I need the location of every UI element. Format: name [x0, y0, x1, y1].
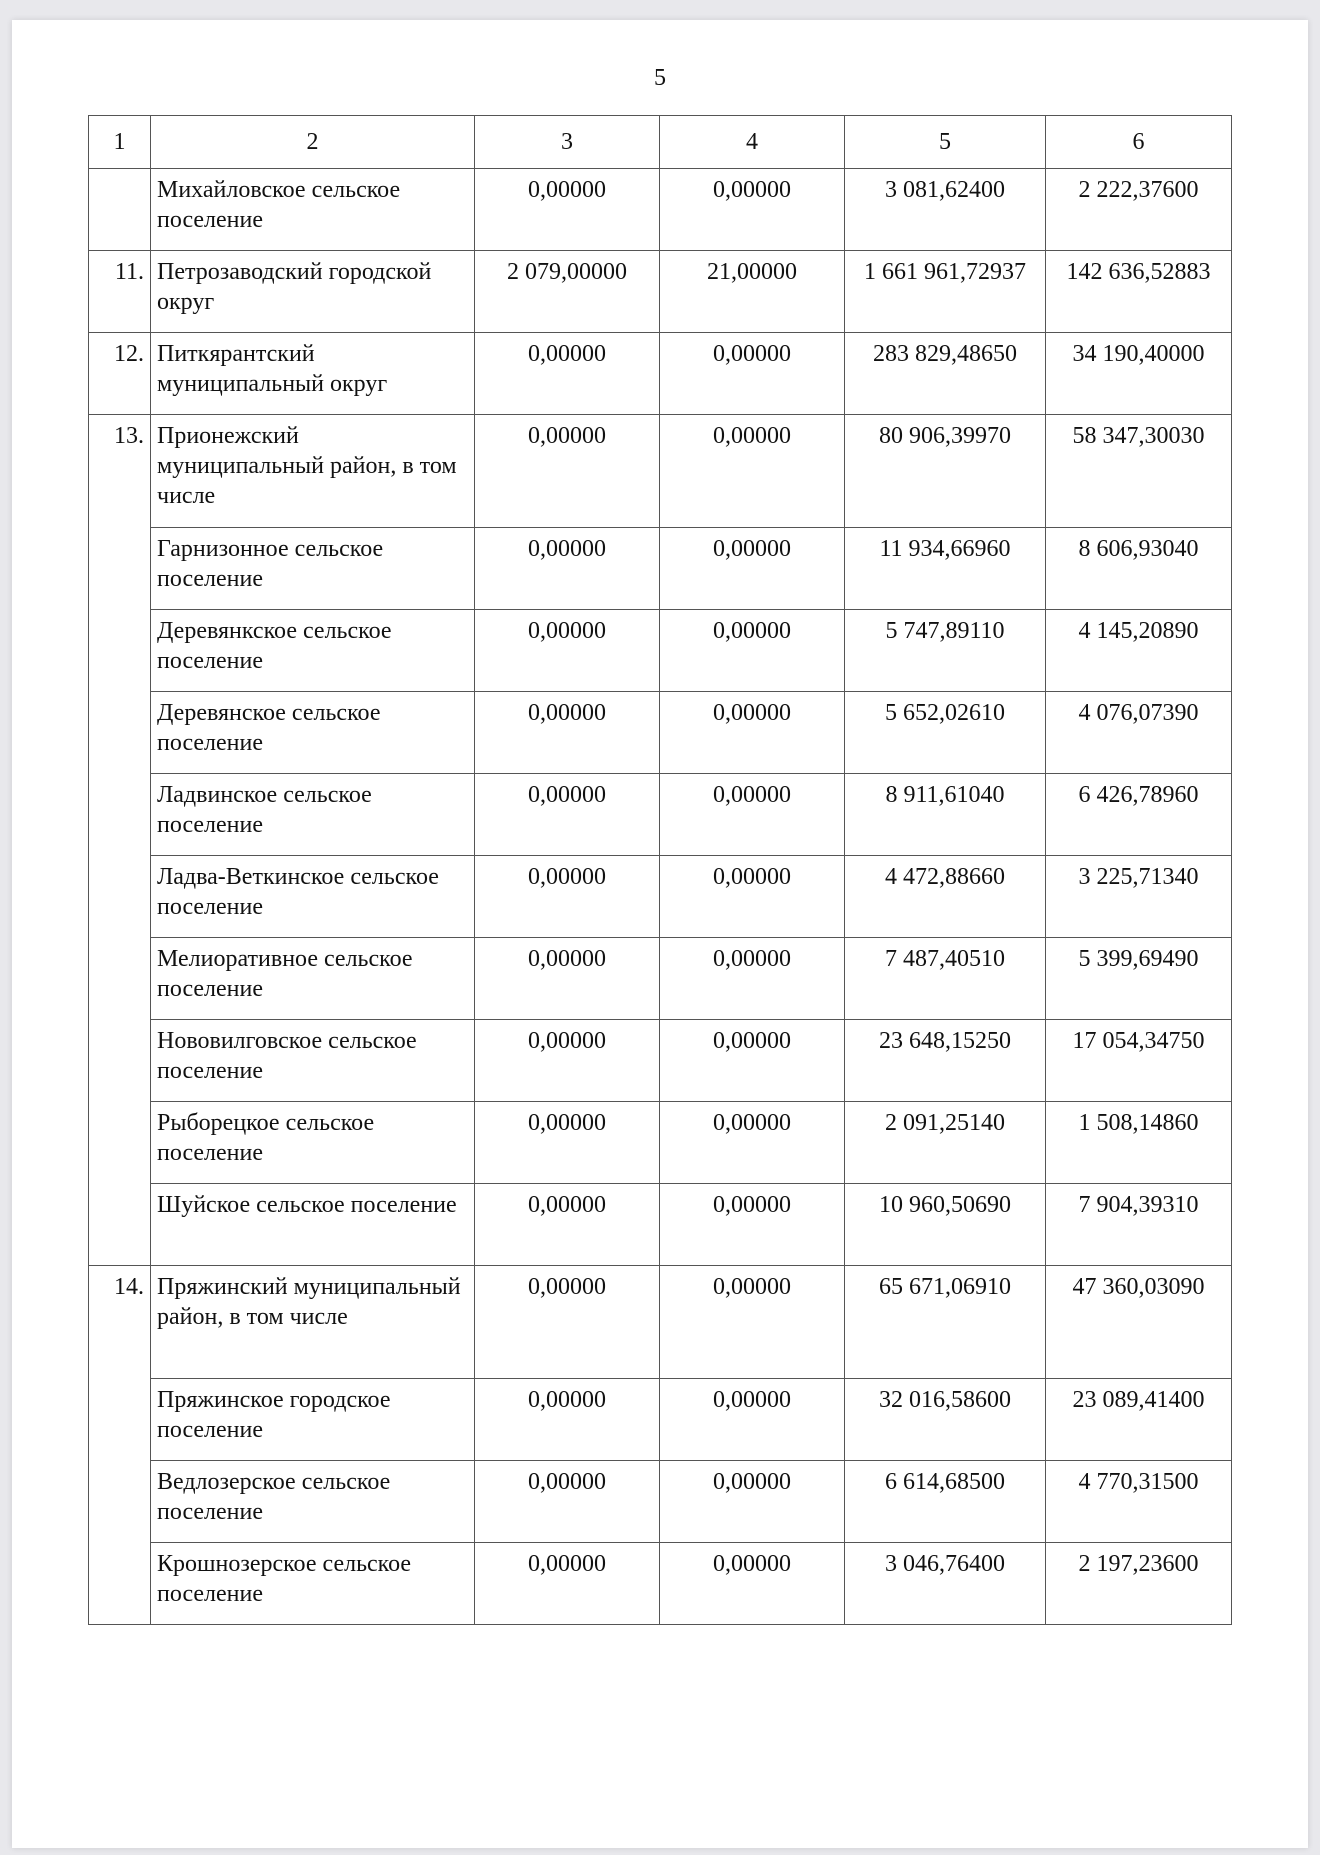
- table-row: [89, 692, 1232, 774]
- value-col-4: 0,00000: [660, 1461, 845, 1543]
- value-col-4: 0,00000: [660, 610, 845, 692]
- value-col-5: 10 960,50690: [845, 1184, 1046, 1266]
- value-col-3: 0,00000: [475, 528, 660, 610]
- value-col-3: 0,00000: [475, 169, 660, 251]
- value-col-6: 17 054,34750: [1046, 1020, 1232, 1102]
- value-col-4: 0,00000: [660, 856, 845, 938]
- value-col-5: 8 911,61040: [845, 774, 1046, 856]
- table-row: [89, 1461, 1232, 1543]
- value-col-6: 4 145,20890: [1046, 610, 1232, 692]
- value-col-5: 23 648,15250: [845, 1020, 1046, 1102]
- value-col-6: 1 508,14860: [1046, 1102, 1232, 1184]
- value-col-5: 3 081,62400: [845, 169, 1046, 251]
- value-col-3: 2 079,00000: [475, 251, 660, 333]
- table-row: [89, 610, 1232, 692]
- document-page: [12, 20, 1308, 1848]
- header-col-3: 3: [475, 116, 660, 169]
- value-col-6: 4 076,07390: [1046, 692, 1232, 774]
- value-col-4: 0,00000: [660, 1020, 845, 1102]
- header-col-1: 1: [89, 116, 151, 169]
- value-col-5: 32 016,58600: [845, 1379, 1046, 1461]
- municipality-name: Ладва-Веткинское сельское поселение: [151, 856, 475, 938]
- value-col-6: 7 904,39310: [1046, 1184, 1232, 1266]
- header-col-4: 4: [660, 116, 845, 169]
- row-number: 13.: [89, 415, 151, 1266]
- value-col-4: 0,00000: [660, 333, 845, 415]
- value-col-6: 23 089,41400: [1046, 1379, 1232, 1461]
- value-col-3: 0,00000: [475, 1266, 660, 1379]
- value-col-5: 5 652,02610: [845, 692, 1046, 774]
- value-col-6: 4 770,31500: [1046, 1461, 1232, 1543]
- value-col-3: 0,00000: [475, 333, 660, 415]
- value-col-4: 0,00000: [660, 1379, 845, 1461]
- municipality-name: Нововилговское сельское поселение: [151, 1020, 475, 1102]
- value-col-4: 0,00000: [660, 1102, 845, 1184]
- value-col-4: 0,00000: [660, 528, 845, 610]
- municipality-name: Гарнизонное сельское поселение: [151, 528, 475, 610]
- value-col-3: 0,00000: [475, 1543, 660, 1625]
- table-row: [89, 1184, 1232, 1266]
- municipality-name: Крошнозерское сельское поселение: [151, 1543, 475, 1625]
- value-col-3: 0,00000: [475, 692, 660, 774]
- value-col-3: 0,00000: [475, 415, 660, 528]
- value-col-3: 0,00000: [475, 938, 660, 1020]
- municipality-name: Рыборецкое сельское поселение: [151, 1102, 475, 1184]
- table-row: [89, 856, 1232, 938]
- header-col-5: 5: [845, 116, 1046, 169]
- value-col-3: 0,00000: [475, 856, 660, 938]
- value-col-4: 21,00000: [660, 251, 845, 333]
- table-row: [89, 333, 1232, 415]
- municipality-name: Ведлозерское сельское поселение: [151, 1461, 475, 1543]
- table-row: [89, 774, 1232, 856]
- value-col-4: 0,00000: [660, 1543, 845, 1625]
- value-col-6: 2 222,37600: [1046, 169, 1232, 251]
- value-col-3: 0,00000: [475, 1379, 660, 1461]
- value-col-5: 4 472,88660: [845, 856, 1046, 938]
- value-col-6: 142 636,52883: [1046, 251, 1232, 333]
- header-col-6: 6: [1046, 116, 1232, 169]
- municipality-name: Мелиоративное сельское поселение: [151, 938, 475, 1020]
- value-col-3: 0,00000: [475, 1020, 660, 1102]
- value-col-4: 0,00000: [660, 938, 845, 1020]
- value-col-4: 0,00000: [660, 692, 845, 774]
- value-col-6: 47 360,03090: [1046, 1266, 1232, 1379]
- municipality-name: Шуйское сельское поселение: [151, 1184, 475, 1266]
- value-col-4: 0,00000: [660, 415, 845, 528]
- value-col-6: 8 606,93040: [1046, 528, 1232, 610]
- table-row: [89, 1102, 1232, 1184]
- municipality-name: Пряжинский муниципальный район, в том числе: [151, 1266, 475, 1379]
- budget-table: [88, 115, 1232, 1625]
- value-col-4: 0,00000: [660, 169, 845, 251]
- row-number: 12.: [89, 333, 151, 415]
- value-col-3: 0,00000: [475, 1461, 660, 1543]
- municipality-name: Ладвинское сельское поселение: [151, 774, 475, 856]
- row-number: 14.: [89, 1266, 151, 1625]
- municipality-name: Пряжинское городское поселение: [151, 1379, 475, 1461]
- value-col-6: 5 399,69490: [1046, 938, 1232, 1020]
- table-row: [89, 169, 1232, 251]
- row-number: [89, 169, 151, 251]
- municipality-name: Питкярантский муниципальный округ: [151, 333, 475, 415]
- table-row: [89, 251, 1232, 333]
- municipality-name: Деревянское сельское поселение: [151, 692, 475, 774]
- value-col-5: 283 829,48650: [845, 333, 1046, 415]
- value-col-3: 0,00000: [475, 774, 660, 856]
- value-col-5: 65 671,06910: [845, 1266, 1046, 1379]
- value-col-5: 80 906,39970: [845, 415, 1046, 528]
- value-col-3: 0,00000: [475, 1184, 660, 1266]
- value-col-5: 7 487,40510: [845, 938, 1046, 1020]
- value-col-6: 2 197,23600: [1046, 1543, 1232, 1625]
- municipality-name: Деревянкское сельское поселение: [151, 610, 475, 692]
- table-row: [89, 1543, 1232, 1625]
- municipality-name: Михайловское сельское поселение: [151, 169, 475, 251]
- value-col-5: 5 747,89110: [845, 610, 1046, 692]
- value-col-5: 6 614,68500: [845, 1461, 1046, 1543]
- municipality-name: Прионежский муниципальный район, в том числе: [151, 415, 475, 528]
- value-col-4: 0,00000: [660, 1184, 845, 1266]
- value-col-3: 0,00000: [475, 1102, 660, 1184]
- table-row: [89, 1266, 1232, 1379]
- header-col-2: 2: [151, 116, 475, 169]
- value-col-5: 3 046,76400: [845, 1543, 1046, 1625]
- table-row: [89, 1020, 1232, 1102]
- value-col-6: 58 347,30030: [1046, 415, 1232, 528]
- row-number: 11.: [89, 251, 151, 333]
- table-row: [89, 528, 1232, 610]
- value-col-6: 34 190,40000: [1046, 333, 1232, 415]
- value-col-4: 0,00000: [660, 1266, 845, 1379]
- table-row: [89, 1379, 1232, 1461]
- value-col-3: 0,00000: [475, 610, 660, 692]
- table-header-row: [89, 116, 1232, 169]
- value-col-6: 3 225,71340: [1046, 856, 1232, 938]
- value-col-5: 2 091,25140: [845, 1102, 1046, 1184]
- value-col-5: 11 934,66960: [845, 528, 1046, 610]
- page-number: 5: [654, 65, 666, 91]
- table-row: [89, 938, 1232, 1020]
- value-col-5: 1 661 961,72937: [845, 251, 1046, 333]
- value-col-6: 6 426,78960: [1046, 774, 1232, 856]
- municipality-name: Петрозаводский городской округ: [151, 251, 475, 333]
- value-col-4: 0,00000: [660, 774, 845, 856]
- table-row: [89, 415, 1232, 528]
